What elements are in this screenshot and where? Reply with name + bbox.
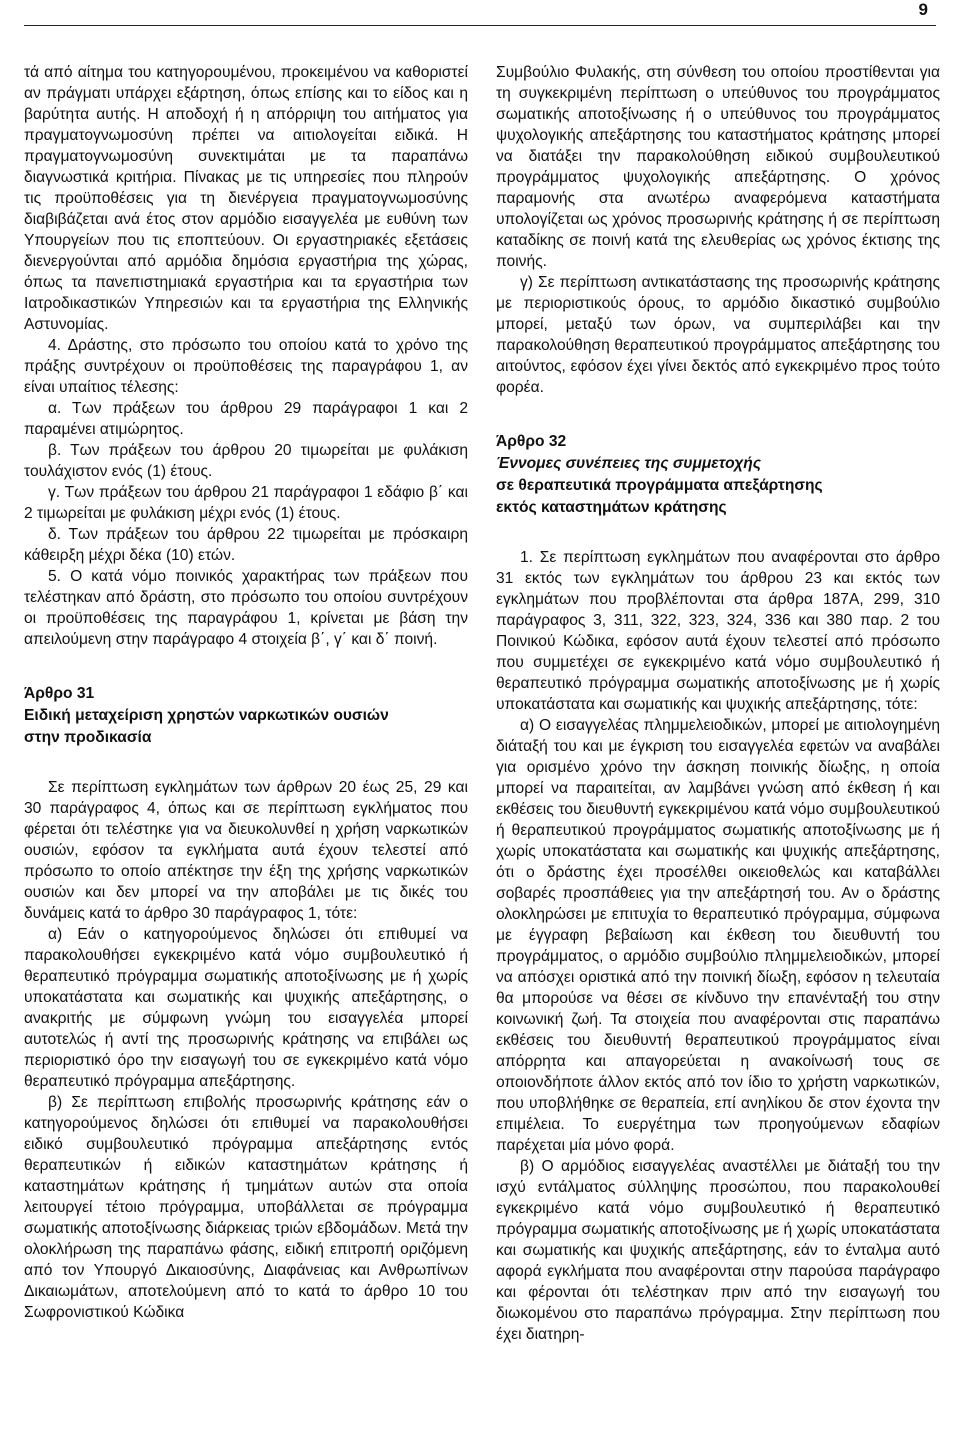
paragraph: β. Των πράξεων του άρθρου 20 τιμωρείται με φυλάκιση τουλάχιστον ενός (1) έτους.: [24, 442, 468, 480]
paragraph: α) Εάν ο κατηγορούμενος δηλώσει ότι επιθυμεί να παρακολουθήσει εγκεκριμένο κατά νόμο συμβουλευτικό ή θεραπευτικό πρόγραμμα σωματικής αποτοξίνωσης με ή χωρίς υποκατάστατα και σωματικής και ψυχικής απεξάρτησης, ο ανακριτής με σύμφωνη γνώμη του εισαγγελέα μπορεί αυτοτελώς ή αντί της προσωρινής κράτησης να επιβάλει ως περιοριστικό όρο την εισαγωγή του σε εγκεκριμένο κατά νόμο θεραπευτικό πρόγραμμα απεξάρτησης.: [24, 926, 468, 1090]
header-rule: [24, 25, 936, 26]
paragraph: Σε περίπτωση εγκλημάτων των άρθρων 20 έως 25, 29 και 30 παράγραφος 4, όπως και σε περίπτωση εγκλήματος που φέρεται ότι τελέστηκε για να διευκολυνθεί η χρήση ναρκωτικών ουσιών, εφόσον τα εγκλήματα αυτά έχουν τελεστεί από πρόσωπο το οποίο απέκτησε την έξη της χρήσης ναρκωτικών ουσιών και δεν μπορεί να την αποβάλει με τις δικές του δυνάμεις κατά το άρθρο 30 παράγραφος 1, τότε:: [24, 779, 468, 922]
paragraph: γ. Των πράξεων του άρθρου 21 παράγραφοι 1 εδάφιο β΄ και 2 τιμωρείται με φυλάκιση μέχρι ενός (1) έτους.: [24, 484, 468, 522]
paragraph: 1. Σε περίπτωση εγκλημάτων που αναφέρονται στο άρθρο 31 εκτός των εγκλημάτων του άρθρου 23 και εκτός των εγκλημάτων που προβλέπονται στα άρθρα 187Α, 299, 310 παράγραφος 3, 311, 322, 323, 324, 336 και 380 παρ. 2 του Ποινικού Κώδικα, εφόσον αυτά έχουν τελεστεί από πρόσωπο που συμμετέχει σε εγκεκριμένο κατά νόμο συμβουλευτικό ή θεραπευτικό πρόγραμμα σωματικής αποτοξίνωσης με ή χωρίς υποκατάστατα και σωματικής και ψυχικής απεξάρτησης, τότε:: [496, 549, 940, 713]
right-column: [496, 62, 940, 1345]
paragraph: α. Των πράξεων του άρθρου 29 παράγραφοι 1 και 2 παραμένει ατιμώρητος.: [24, 400, 468, 438]
article-subtitle: Ειδική μεταχείριση χρηστών ναρκωτικών ουσιών: [24, 707, 389, 724]
paragraph: δ. Των πράξεων του άρθρου 22 τιμωρείται με πρόσκαιρη κάθειρξη μέχρι δέκα (10) ετών.: [24, 526, 468, 564]
article-title: Άρθρο 31: [24, 685, 95, 702]
left-column: [24, 62, 468, 1323]
paragraph: β) Ο αρμόδιος εισαγγελέας αναστέλλει με διάταξή του την ισχύ εντάλματος σύλληψης προσώπου, που παρακολουθεί εγκεκριμένο κατά νόμο συμβουλευτικό ή θεραπευτικό πρόγραμμα σωματικής αποτοξίνωσης με ή χωρίς υποκατάστατα και σωματικής και ψυχικής απεξάρτησης, εάν το ένταλμα αυτό αφορά εγκλήματα που αναφέρονται στην παρούσα παράγραφο και φέρονται ότι τελέστηκαν πριν από την εισαγωγή του διωκομένου στο παραπάνω πρόγραμμα. Στην περίπτωση που έχει διατηρη-: [496, 1158, 940, 1343]
article-subtitle: στην προδικασία: [24, 729, 152, 746]
paragraph: α) Ο εισαγγελέας πλημμελειοδικών, μπορεί με αιτιολογημένη διάταξή του και με έγκριση του εισαγγελέα εφετών να αναβάλει για ορισμένο χρόνο την άσκηση ποινικής δίωξης, η οποία μπορεί να παραιτείται, αν λαμβάνει γνώση από έκθεση ή και εκθέσεις του διευθυντή εγκεκριμένου κατά νόμο συμβουλευτικού ή θεραπευτικού προγράμματος σωματικής αποτοξίνωσης με ή χωρίς υποκατάστατα και σωματικής και ψυχικής απεξάρτησης, ότι ο δράστης έχει προσέλθει οικειοθελώς και καταβάλλει σοβαρές προσπάθειες για την απεξάρτησή του. Αν ο δράστης ολοκληρώσει με επιτυχία το θεραπευτικό πρόγραμμα, σύμφωνα με έγγραφη βεβαίωση και έκθεση του διευθυντή του προγράμματος, ο αρμόδιο συμβούλιο πλημμελειοδικών, μπορεί να απόσχει οριστικά από την ποινική δίωξη, εφόσον η τελευταία θα μπορούσε να θέσει σε κίνδυνο την επανένταξή του στην κοινωνική ζωή. Τα στοιχεία που αναφέρονται στις παραπάνω εκθέσεις του διευθυντή θεραπευτικού προγράμματος είναι απόρρητα και απαγορεύεται η ανακοίνωσή τους σε οποιονδήποτε άλλον εκτός από τον ίδιο το χρήστη ναρκωτικών, που υποβλήθηκε σε θεραπεία, επί ανηλίκου δε στον έχοντα την επιμέλεια. Το ευεργέτημα των προηγούμενων εδαφίων παρέχεται μία μόνο φορά.: [496, 717, 940, 1154]
article-title: Άρθρο 32: [496, 433, 567, 450]
article-heading: [24, 683, 468, 749]
article-subtitle: σε θεραπευτικά προγράμματα απεξάρτησης: [496, 477, 823, 494]
paragraph: γ) Σε περίπτωση αντικατάστασης της προσωρινής κράτησης με περιοριστικούς όρους, το αρμόδιο δικαστικό συμβούλιο μπορεί, μεταξύ των όρων, να συμπεριλάβει και την παρακολούθηση θεραπευτικού προγράμματος απεξάρτησης του αιτούντος, εφόσον έχει γίνει δεκτός από εγκεκριμένο προς τούτο φορέα.: [496, 274, 940, 396]
article-subtitle: Έννομες συνέπειες της συμμετοχής: [496, 455, 762, 472]
paragraph: β) Σε περίπτωση επιβολής προσωρινής κράτησης εάν ο κατηγορούμενος δηλώσει ότι επιθυμεί να παρακολουθήσει ειδικό συμβουλευτικό πρόγραμμα απεξάρτησης εντός θεραπευτικών ή ειδικών καταστημάτων κράτησης ή καταστημάτων κράτησης ή τμημάτων αυτών στα οποία λειτουργεί τέτοιο πρόγραμμα, υποβάλλεται σε πρόγραμμα σωματικής αποτοξίνωσης διάρκειας τριών εβδομάδων. Μετά την ολοκλήρωση της παραπάνω φάσης, ειδική επιτροπή οριζόμενη από τον Υπουργό Δικαιοσύνης, Διαφάνειας και Ανθρωπίνων Δικαιωμάτων, αποτελούμενη από το κατά το άρθρο 10 του Σωφρονιστικού Κώδικα: [24, 1094, 468, 1321]
paragraph: τά από αίτημα του κατηγορουμένου, προκειμένου να καθοριστεί αν πράγματι υπάρχει εξάρτηση, όπως επίσης και το είδος και η βαρύτητα αυτής. Η αποδοχή ή η απόρριψη του αιτήματος για πραγματογνωμοσύνη πρέπει να αιτιολογείται ειδικά. Η πραγματογνωμοσύνη συνεκτιμάται με τα παραπάνω διαγνωστικά κριτήρια. Πίνακας με τις υπηρεσίες που πληρούν τις προϋποθέσεις για τη διενέργεια πραγματογνωμοσύνης διαβιβάζεται ανά έτος στον αρμόδιο εισαγγελέα με ευθύνη των Υπουργείων που τις εποπτεύουν. Οι εργαστηριακές εξετάσεις διενεργούνται από αρμόδια δημόσια εργαστήρια της χώρας, όπως τα πανεπιστημιακά εργαστήρια και τα εργαστήρια των Ιατροδικαστικών Υπηρεσιών και τα εργαστήρια της Ελληνικής Αστυνομίας.: [24, 64, 468, 333]
article-subtitle: εκτός καταστημάτων κράτησης: [496, 499, 727, 516]
paragraph: Συμβούλιο Φυλακής, στη σύνθεση του οποίου προστίθενται για τη συγκεκριμένη περίπτωση ο υπεύθυνος του προγράμματος σωματικής αποτοξίνωσης ή ο υπεύθυνος του προγράμματος ψυχολογικής απεξάρτησης του καταστήματος κράτησης μπορεί να διατάξει την παρακολούθηση ειδικού συμβουλευτικού προγράμματος ψυχολογικής απεξάρτησης. Ο χρόνος παραμονής στα ανωτέρω αναφερόμενα καταστήματα υπολογίζεται ως χρόνος προσωρινής κράτησης ή σε περίπτωση καταδίκης σε ποινή κατά της ελευθερίας ως χρόνος έκτισης της ποινής.: [496, 64, 940, 270]
paragraph: 4. Δράστης, στο πρόσωπο του οποίου κατά το χρόνο της πράξης συντρέχουν οι προϋποθέσεις της παραγράφου 1, αν είναι υπαίτιος τέλεσης:: [24, 337, 468, 396]
paragraph: 5. Ο κατά νόμο ποινικός χαρακτήρας των πράξεων που τελέστηκαν από δράστη, στο πρόσωπο του οποίου συντρέχουν οι προϋποθέσεις της παραγράφου 1, κρίνεται με βάση την απειλούμενη στην παράγραφο 4 στοιχεία β΄, γ΄ και δ΄ ποινή.: [24, 568, 468, 648]
article-heading: [496, 431, 940, 519]
page-number: 9: [918, 0, 928, 19]
